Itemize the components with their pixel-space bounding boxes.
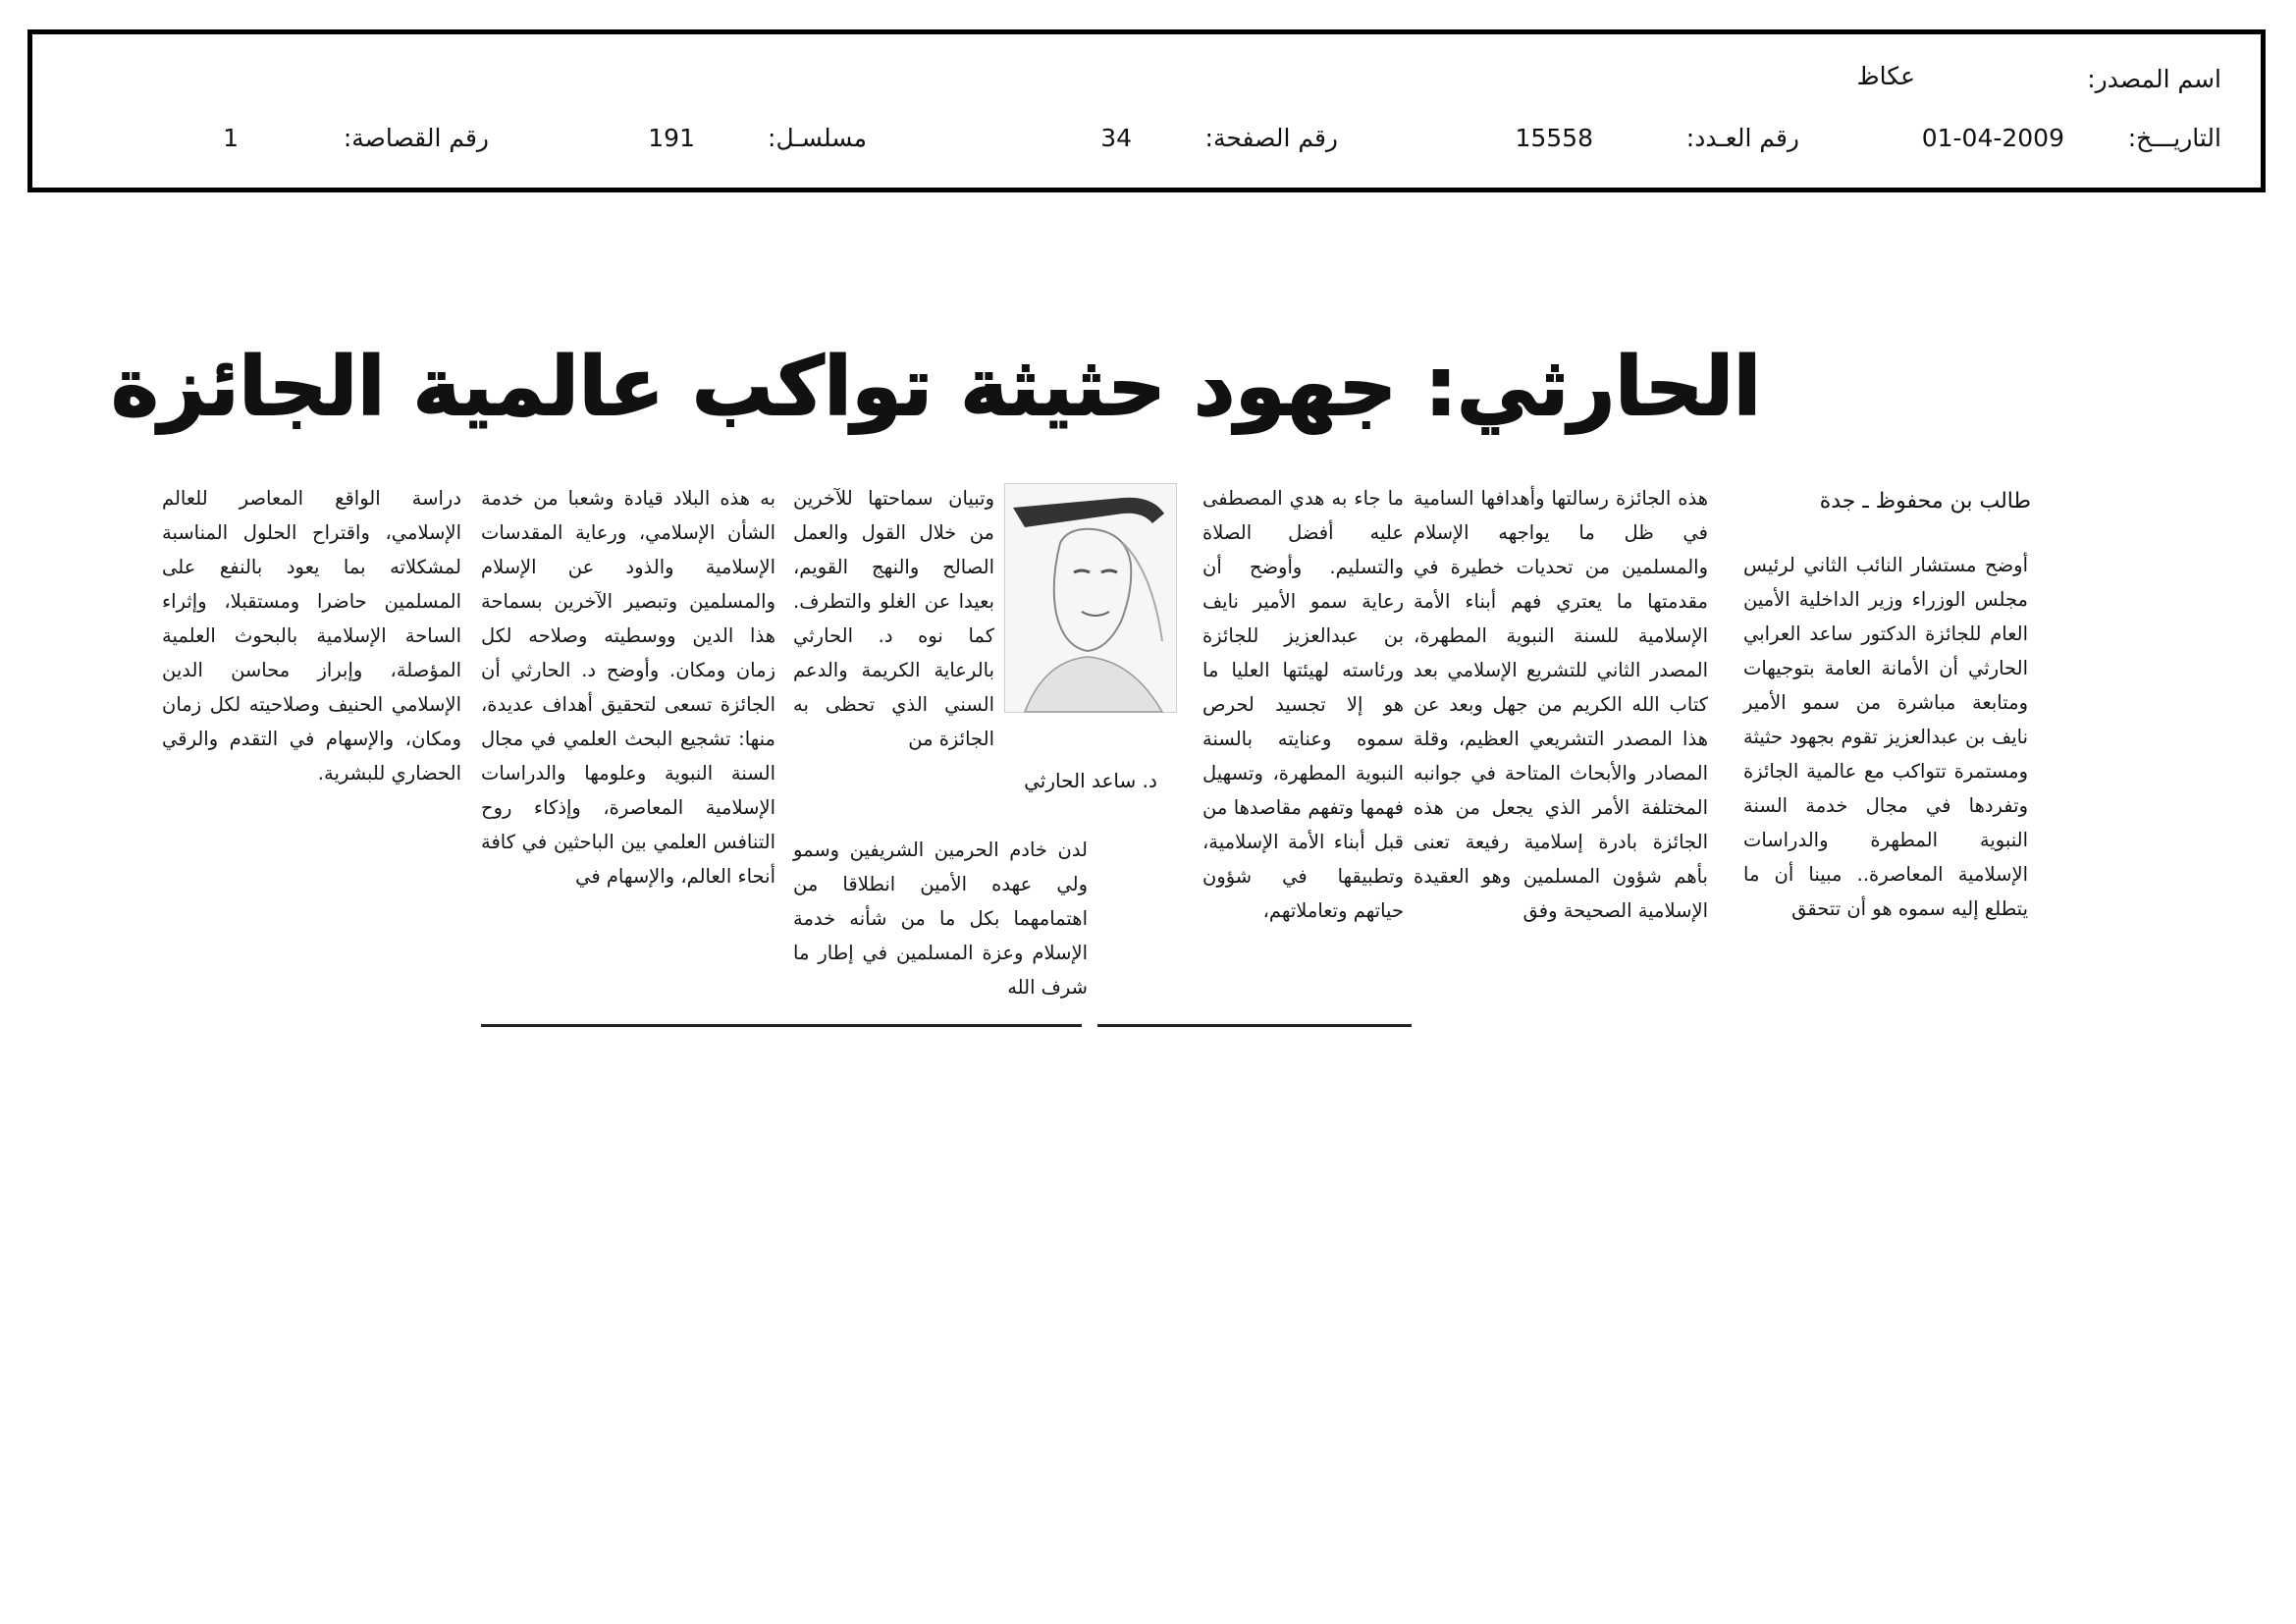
source-label: اسم المصدر: — [2087, 65, 2221, 93]
page-value: 34 — [1100, 124, 1132, 152]
article-column-5: به هذه البلاد قيادة وشعبا من خدمة الشأن الإسلامي، ورعاية المقدسات الإسلامية والذود عن الإسلام والمسلمين وتبصير الآخرين بسماحة هذا الدين ووسطيته وصلاحه لكل زمان ومكان. وأوضح د. الحارثي أن الجائزة تسعى لتحقيق أهداف عديدة، منها: تشجيع البحث العلمي في مجال السنة النبوية وعلومها والدراسات الإسلامية المعاصرة، وإذكاء روح التنافس العلمي بين الباحثين في كافة أنحاء العالم، والإسهام في — [481, 487, 775, 888]
serial-label: مسلسـل: — [768, 124, 867, 152]
date-value: 01-04-2009 — [1921, 124, 2064, 152]
article-column-3-top: ما جاء به هدي المصطفى عليه أفضل الصلاة والتسليم. وأوضح أن رعاية سمو الأمير نايف بن عبدالعزيز للجائزة ورئاسته لهيئتها العليا ما هو إلا تجسيد لحرص سموه وعنايته بالسنة النبوية المطهرة، وتسهيل فهمها وتفهم مقاصدها من قبل أبناء الأمة الإسلامية، وتطبيقها في شؤون حياتهم وتعاملاتهم، — [1202, 487, 1404, 922]
clip-value: 1 — [223, 124, 239, 152]
article-column-4-top: وتبيان سماحتها للآخرين من خلال القول والعمل الصالح والنهج القويم، بعيدا عن الغلو والتطرف. كما نوه د. الحارثي بالرعاية الكريمة والدعم السني الذي تحظى به الجائزة من — [793, 487, 994, 750]
photo-caption: د. ساعد الحارثي — [1024, 769, 1157, 792]
issue-label: رقم العـدد: — [1685, 124, 1799, 152]
issue-value: 15558 — [1515, 124, 1593, 152]
article-column-2: هذه الجائزة رسالتها وأهدافها السامية في ظل ما يواجهه الإسلام والمسلمين من تحديات خطيرة في مقدمتها ما يعتري فهم أبناء الأمة الإسلامية للسنة النبوية المطهرة، المصدر الثاني للتشريع الإسلامي بعد كتاب الله الكريم من جهل وبعد عن هذا المصدر التشريعي العظيم، وقلة المصادر والأبحاث المتاحة في جوانبه المختلفة الأمر الذي يجعل من هذه الجائزة بادرة إسلامية رفيعة تعنى بأهم شؤون المسلمين وهو العقيدة الإسلامية الصحيحة وفق — [1414, 487, 1708, 922]
date-label: التاريـــخ: — [2127, 124, 2221, 152]
article-column-1: أوضح مستشار النائب الثاني لرئيس مجلس الوزراء وزير الداخلية الأمين العام للجائزة الدكتور ساعد العرابي الحارثي أن الأمانة العامة بتوجيهات ومتابعة مباشرة من سمو الأمير نايف بن عبدالعزيز تقوم بجهود حثيثة ومستمرة تتواكب مع عالمية الجائزة وتفردها في مجال خدمة السنة النبوية المطهرة والدراسات الإسلامية المعاصرة.. مبينا أن ما يتطلع إليه سموه هو أن تتحقق — [1743, 554, 2028, 920]
source-value: عكاظ — [1856, 62, 1915, 90]
article-column-4-bottom: لدن خادم الحرمين الشريفين وسمو ولي عهده الأمين انطلاقا من اهتمامهما بكل ما من شأنه خدمة الإسلام وعزة المسلمين في إطار ما شرف الله — [793, 839, 1088, 999]
article-column-6: دراسة الواقع المعاصر للعالم الإسلامي، واقتراح الحلول المناسبة لمشكلاته بما يعود بالنفع على المسلمين حاضرا ومستقبلا، وإثراء الساحة الإسلامية بالبحوث العلمية المؤصلة، وإبراز محاسن الدين الإسلامي الحنيف وصلاحيته لكل زمان ومكان، والإسهام في التقدم والرقي الحضاري للبشرية. — [162, 487, 461, 785]
article-column-3-bottom — [1097, 833, 1404, 1019]
serial-value: 191 — [648, 124, 695, 152]
clip-label: رقم القصاصة: — [343, 124, 489, 152]
author-photo — [1004, 483, 1177, 713]
article-byline: طالب بن محفوظ ـ جدة — [1819, 489, 2031, 514]
column-rule-right — [1097, 1024, 1412, 1027]
portrait-image — [1005, 484, 1176, 712]
page-label: رقم الصفحة: — [1204, 124, 1338, 152]
article-headline: الحارثي: جهود حثيثة تواكب عالمية الجائزة — [111, 341, 1761, 434]
column-rule-left — [481, 1024, 1082, 1027]
source-info-box — [27, 29, 2266, 192]
